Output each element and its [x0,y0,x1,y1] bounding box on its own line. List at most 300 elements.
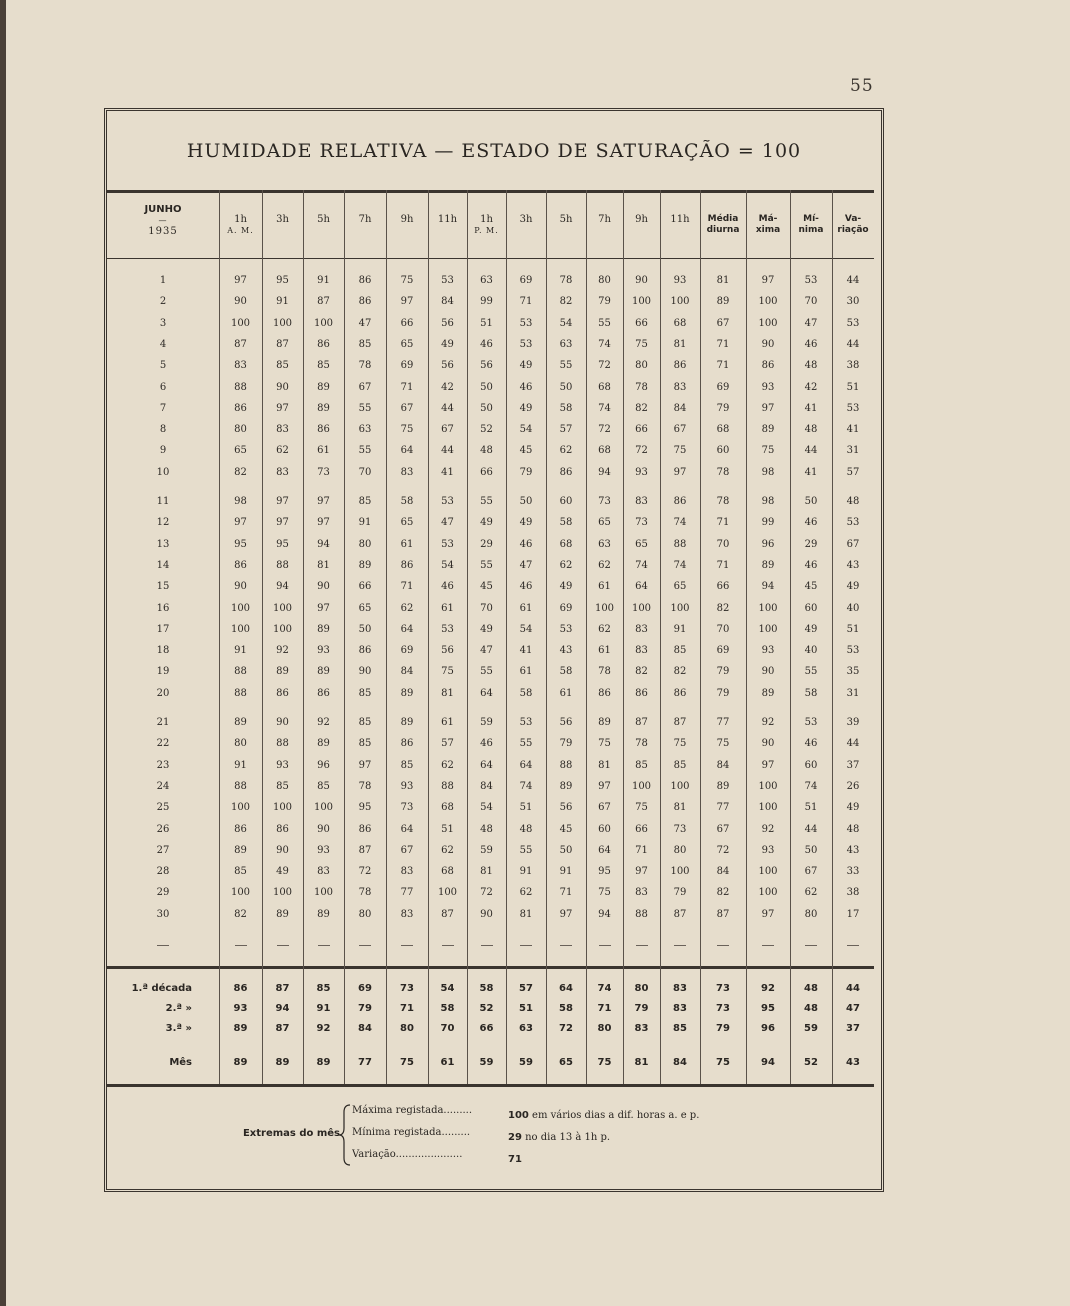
table-row-day: 21 [156,717,170,728]
table-cell: 68 [441,866,454,878]
table-row-day: 19 [156,666,170,678]
header-column [262,214,303,225]
header-column-sublabel: xima [755,225,781,235]
table-cell: 64 [480,687,493,699]
table-cell: 71 [400,381,414,393]
table-cell: 62 [519,887,533,899]
table-cell: 48 [846,823,860,835]
table-row-day: 28 [156,866,170,878]
table-cell: 85 [358,338,372,350]
table-cell: 80 [673,844,687,856]
table-cell: 93 [276,759,289,771]
summary-cell: 80 [400,1023,414,1034]
table-cell: 94 [276,581,289,593]
table-cell: 67 [358,381,372,393]
table-cell: 83 [400,908,414,920]
table-cell: 56 [441,360,454,372]
header-column-sublabel: diurna [706,225,740,235]
summary-cell: 85 [673,1023,687,1034]
table-cell: 100 [758,602,778,614]
table-cell: 46 [480,738,493,750]
extremes-row [352,1104,699,1123]
table-cell: 85 [400,759,414,771]
table-cell: 62 [441,844,454,856]
table-cell: 89 [598,717,611,728]
table-cell: 43 [846,559,860,571]
table-cell: 65 [598,517,611,529]
table-cell: 66 [358,581,372,593]
placeholder-dash [599,945,611,946]
table-cell: 72 [598,424,611,436]
table-cell: 64 [598,844,611,856]
table-cell: 82 [234,908,247,920]
table-cell: 74 [804,780,818,792]
table-cell: 86 [358,823,372,835]
table-cell: 92 [761,823,775,835]
table-row-day: 30 [156,908,170,920]
table-cell: 86 [400,559,414,571]
placeholder-dash [481,945,493,946]
table-cell: 60 [804,602,818,614]
table-cell: 51 [519,802,533,814]
header-column-label: 5h [559,214,573,225]
summary-cell: 83 [634,1023,649,1034]
table-cell: 85 [276,360,289,372]
extremes-row-label: Mínima registada......... [352,1127,471,1138]
table-cell: 86 [635,687,648,699]
summary-cell: 58 [479,983,494,994]
table-cell: 74 [673,517,687,529]
table-cell: 56 [480,360,493,372]
table-cell: 86 [598,687,611,699]
table-cell: 100 [313,317,334,329]
table-cell: 66 [480,466,493,478]
table-cell: 91 [559,866,573,878]
table-cell: 100 [272,623,293,635]
extremes-row-description: em vários dias a dif. horas a. e p. [528,1110,700,1121]
table-cell: 97 [400,296,414,308]
placeholder-dash [762,945,774,946]
table-cell: 90 [480,908,493,920]
table-cell: 90 [234,296,247,308]
table-cell: 69 [716,645,730,657]
table-cell: 89 [559,780,573,792]
table-cell: 26 [846,780,860,792]
header-column [467,214,506,236]
summary-cell: 79 [716,1023,730,1034]
table-cell: 50 [358,623,372,635]
table-cell: 55 [480,559,493,571]
table-cell: 46 [519,538,533,550]
table-cell: 71 [635,844,648,856]
table-cell: 57 [441,738,454,750]
table-cell: 60 [804,759,818,771]
table-row-day: 15 [156,581,170,593]
table-cell: 100 [230,887,251,899]
table-cell: 78 [716,496,730,507]
table-cell: 85 [358,496,372,507]
table-cell: 80 [635,360,648,372]
table-cell: 89 [317,908,330,920]
table-cell: 88 [673,538,687,550]
table-cell: 38 [846,360,860,372]
table-cell: 88 [234,666,247,678]
table-cell: 97 [276,517,289,529]
table-cell: 67 [716,317,730,329]
table-cell: 89 [317,738,330,750]
table-cell: 100 [313,802,334,814]
placeholder-dash [359,945,371,946]
table-cell: 55 [358,402,372,414]
table-cell: 42 [804,381,818,393]
table-cell: 72 [480,887,493,899]
table-cell: 79 [673,887,687,899]
table-cell: 85 [317,360,330,372]
table-cell: 75 [673,445,687,457]
table-cell: 55 [358,445,372,457]
table-cell: 67 [400,402,414,414]
table-cell: 90 [276,717,289,728]
table-cell: 48 [846,496,860,507]
table-cell: 66 [400,317,414,329]
table-cell: 44 [846,338,860,350]
table-cell: 89 [716,780,730,792]
summary-cell: 37 [846,1023,860,1034]
table-cell: 100 [670,780,690,792]
table-cell: 53 [804,275,818,286]
summary-cell: 85 [316,983,331,994]
summary-cell: 52 [804,1057,818,1068]
table-cell: 100 [758,317,778,329]
table-cell: 52 [480,424,493,436]
table-cell: 71 [716,559,730,571]
table-cell: 86 [234,823,247,835]
table-cell: 83 [276,466,289,478]
header-column [700,214,746,236]
table-row-day: 20 [156,687,170,699]
table-cell: 67 [846,538,860,550]
table-cell: 91 [673,623,687,635]
table-cell: 89 [716,296,730,308]
table-cell: 87 [317,296,330,308]
table-cell: 83 [635,645,648,657]
table-cell: 83 [234,360,247,372]
summary-cell: 44 [846,983,860,994]
table-cell: 100 [758,887,778,899]
table-cell: 86 [358,645,372,657]
table-cell: 90 [761,338,775,350]
table-row-day: 1 [159,275,167,286]
table-cell: 80 [358,908,372,920]
summary-cell: 47 [846,1003,860,1014]
table-row-day: 8 [159,424,167,436]
summary-cell: 66 [479,1023,494,1034]
table-cell: 67 [804,866,818,878]
table-cell: 49 [480,623,493,635]
summary-cell: 58 [559,1003,573,1014]
table-cell: 86 [358,296,372,308]
table-row-day: 14 [156,559,170,571]
table-cell: 65 [234,445,247,457]
header-column-label: Va- [844,214,862,224]
table-cell: 64 [400,823,414,835]
table-cell: 90 [234,581,247,593]
summary-cell: 74 [597,983,612,994]
table-cell: 60 [598,823,611,835]
table-cell: 42 [441,381,454,393]
table-cell: 51 [846,623,860,635]
table-cell: 53 [846,645,860,657]
summary-cell: 54 [440,983,455,994]
table-cell: 53 [804,717,818,728]
table-cell: 49 [519,517,533,529]
summary-cell: 81 [634,1057,649,1068]
table-cell: 97 [317,496,330,507]
page-title: HUMIDADE RELATIVA — ESTADO DE SATURAÇÃO = 100 [186,140,802,162]
table-cell: 80 [598,275,611,286]
table-cell: 87 [716,908,730,920]
table-cell: 84 [400,666,414,678]
table-cell: 90 [276,381,289,393]
table-cell: 63 [480,275,493,286]
table-cell: 83 [276,424,289,436]
header-column-sublabel: A. M. [227,226,254,235]
header-column-label: 7h [598,214,611,225]
table-cell: 86 [673,496,687,507]
placeholder-dash [277,945,289,946]
table-cell: 97 [673,466,687,478]
table-cell: 56 [559,717,573,728]
summary-cell: 71 [400,1003,414,1014]
table-cell: 86 [358,275,372,286]
header-column [746,214,790,236]
table-cell: 86 [673,360,687,372]
table-cell: 79 [519,466,533,478]
summary-cell: 71 [597,1003,612,1014]
header-column-label: 5h [317,214,330,225]
table-cell: 65 [358,602,372,614]
summary-bottom-rule [107,1084,874,1087]
table-cell: 100 [272,887,293,899]
table-cell: 46 [804,738,818,750]
table-cell: 62 [598,623,611,635]
summary-cell: 84 [358,1023,372,1034]
page-edge [0,0,6,1306]
table-cell: 78 [358,780,372,792]
table-cell: 97 [761,275,775,286]
table-cell: 31 [846,687,860,699]
table-cell: 84 [480,780,493,792]
table-cell: 75 [441,666,454,678]
table-row-day: 16 [156,602,170,614]
table-cell: 50 [519,496,533,507]
table-cell: 93 [317,844,330,856]
table-cell: 93 [673,275,687,286]
summary-cell: 75 [597,1057,612,1068]
table-cell: 78 [635,381,648,393]
table-cell: 48 [480,823,493,835]
summary-cell: 80 [597,1023,612,1034]
table-cell: 100 [230,317,251,329]
table-cell: 88 [276,559,289,571]
table-cell: 53 [519,717,533,728]
placeholder-dash [401,945,413,946]
table-cell: 78 [358,360,372,372]
table-cell: 89 [276,908,289,920]
table-cell: 62 [598,559,611,571]
summary-top-rule [107,966,874,969]
table-cell: 81 [441,687,454,699]
table-cell: 61 [559,687,573,699]
table-cell: 93 [400,780,414,792]
summary-cell: 87 [275,1023,290,1034]
table-cell: 87 [635,717,648,728]
table-cell: 92 [317,717,330,728]
extremes-row-value: 29 [508,1132,522,1143]
table-row-day: 5 [159,360,167,372]
table-cell: 82 [635,666,648,678]
table-cell: 49 [559,581,573,593]
table-row-day: 13 [156,538,170,550]
table-cell: 100 [272,802,293,814]
table-cell: 39 [846,717,860,728]
table-cell: 91 [234,645,247,657]
table-cell: 100 [758,623,778,635]
table-cell: 97 [358,759,372,771]
table-cell: 81 [716,275,730,286]
table-cell: 53 [846,517,860,529]
table-cell: 49 [846,581,860,593]
table-cell: 68 [598,381,611,393]
table-cell: 87 [358,844,372,856]
table-cell: 50 [559,844,573,856]
table-cell: 90 [761,738,775,750]
table-cell: 75 [400,275,414,286]
table-cell: 67 [441,424,454,436]
summary-cell: 94 [761,1057,775,1068]
header-column [832,214,874,236]
table-cell: 100 [437,887,458,899]
table-cell: 81 [598,759,611,771]
table-cell: 97 [276,402,289,414]
table-cell: 70 [804,296,818,308]
header-column-label: Média [707,214,739,224]
table-row-day: 2 [159,296,167,308]
table-cell: 95 [276,538,289,550]
table-cell: 85 [673,759,687,771]
table-cell: 54 [441,559,454,571]
header-column-label: 11h [437,214,458,225]
table-cell: 50 [480,381,493,393]
table-cell: 53 [441,496,454,507]
table-cell: 40 [804,645,818,657]
table-cell: 54 [519,623,533,635]
table-cell: 31 [846,445,860,457]
table-cell: 93 [761,645,775,657]
table-cell: 94 [761,581,775,593]
table-cell: 72 [358,866,372,878]
header-column-label: 9h [635,214,648,225]
table-cell: 89 [761,424,775,436]
table-cell: 62 [804,887,818,899]
table-cell: 80 [234,424,247,436]
table-cell: 75 [635,338,648,350]
table-cell: 47 [804,317,818,329]
table-cell: 85 [234,866,247,878]
table-cell: 100 [631,602,652,614]
table-cell: 74 [598,338,611,350]
table-cell: 91 [317,275,330,286]
header-column [660,214,700,225]
table-cell: 71 [519,296,533,308]
table-cell: 82 [234,466,247,478]
table-cell: 29 [804,538,818,550]
table-cell: 94 [317,538,330,550]
summary-cell: 89 [275,1057,290,1068]
table-cell: 46 [480,338,493,350]
table-cell: 89 [234,844,247,856]
table-cell: 48 [804,360,818,372]
table-cell: 45 [519,445,533,457]
table-cell: 49 [519,402,533,414]
table-cell: 35 [846,666,860,678]
table-cell: 64 [480,759,493,771]
table-cell: 94 [598,466,611,478]
table-row-day: 4 [159,338,167,350]
table-cell: 47 [519,559,533,571]
header-column-label: 7h [358,214,372,225]
table-cell: 77 [716,717,730,728]
summary-cell: 59 [804,1023,818,1034]
placeholder-dash [157,945,169,946]
placeholder-dash [520,945,532,946]
table-cell: 55 [804,666,818,678]
placeholder-dash [847,945,859,946]
table-cell: 86 [317,424,330,436]
table-cell: 29 [480,538,493,550]
table-cell: 73 [317,466,330,478]
table-cell: 87 [234,338,247,350]
table-cell: 86 [276,823,289,835]
table-cell: 100 [272,602,293,614]
table-cell: 87 [673,908,687,920]
summary-cell: 65 [559,1057,573,1068]
table-cell: 53 [441,275,454,286]
table-cell: 66 [635,424,648,436]
table-row-day: 3 [159,317,167,329]
table-cell: 64 [400,445,414,457]
table-cell: 100 [230,602,251,614]
table-cell: 44 [441,445,454,457]
summary-row-label: 2.ª » [165,1003,192,1014]
table-cell: 93 [317,645,330,657]
summary-cell: 59 [519,1057,533,1068]
table-cell: 45 [559,823,573,835]
table-cell: 100 [313,887,334,899]
table-cell: 78 [716,466,730,478]
summary-cell: 75 [716,1057,730,1068]
summary-cell: 69 [358,983,372,994]
extremes-row-label: Variação..................... [352,1149,463,1160]
table-cell: 62 [559,445,573,457]
table-cell: 50 [804,844,818,856]
table-cell: 75 [761,445,775,457]
summary-cell: 86 [233,983,248,994]
header-top-rule [107,190,874,193]
table-cell: 87 [276,338,289,350]
table-cell: 82 [559,296,573,308]
table-cell: 99 [480,296,493,308]
